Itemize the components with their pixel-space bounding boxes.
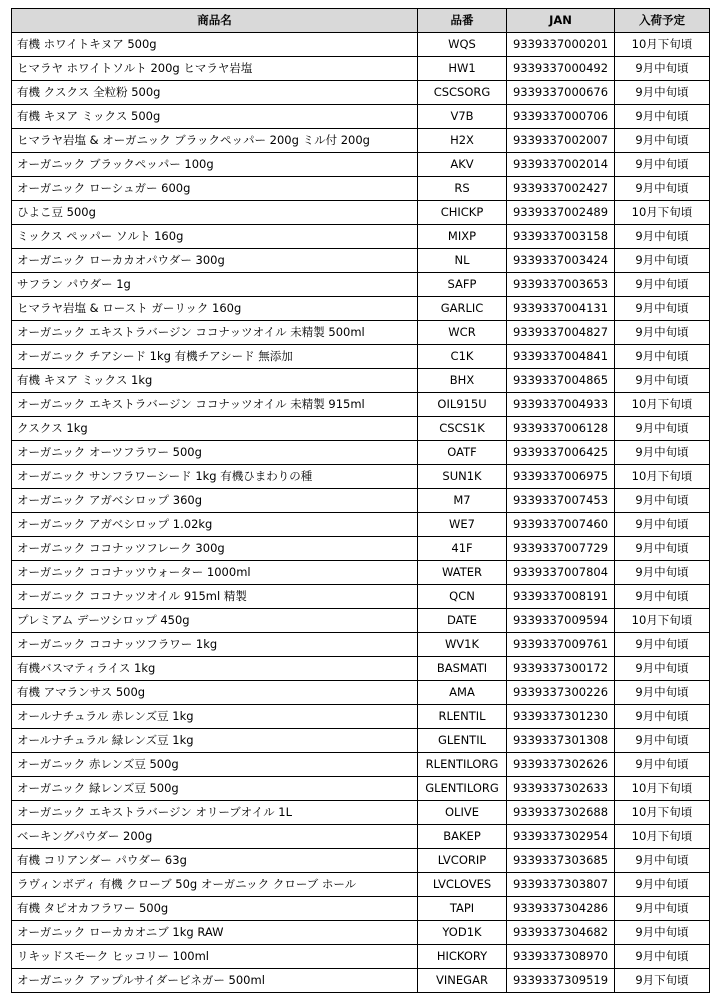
product-arrival-sheet: [11, 8, 709, 993]
product-code-cell: BAKEP: [418, 825, 507, 849]
jan-code-cell: 9339337003424: [507, 249, 615, 273]
jan-code-cell: 9339337000492: [507, 57, 615, 81]
product-code-cell: SAFP: [418, 273, 507, 297]
product-name-cell: オーガニック 赤レンズ豆 500g: [12, 753, 418, 777]
jan-code-cell: 9339337308970: [507, 945, 615, 969]
jan-code-cell: 9339337009761: [507, 633, 615, 657]
arrival-date-cell: 9月中旬頃: [615, 273, 710, 297]
column-header-name: 商品名: [12, 9, 418, 33]
product-name-cell: リキッドスモーク ヒッコリー 100ml: [12, 945, 418, 969]
product-code-cell: 41F: [418, 537, 507, 561]
product-name-cell: 有機 アマランサス 500g: [12, 681, 418, 705]
table-row: [12, 345, 710, 369]
product-code-cell: NL: [418, 249, 507, 273]
jan-code-cell: 9339337002489: [507, 201, 615, 225]
jan-code-cell: 9339337008191: [507, 585, 615, 609]
product-code-cell: WCR: [418, 321, 507, 345]
product-code-cell: WE7: [418, 513, 507, 537]
table-row: [12, 393, 710, 417]
arrival-date-cell: 9月中旬頃: [615, 657, 710, 681]
jan-code-cell: 9339337007804: [507, 561, 615, 585]
jan-code-cell: 9339337309519: [507, 969, 615, 993]
product-code-cell: WV1K: [418, 633, 507, 657]
jan-code-cell: 9339337301308: [507, 729, 615, 753]
jan-code-cell: 9339337000676: [507, 81, 615, 105]
jan-code-cell: 9339337006975: [507, 465, 615, 489]
arrival-date-cell: 9月中旬頃: [615, 873, 710, 897]
table-row: [12, 489, 710, 513]
table-row: [12, 225, 710, 249]
product-code-cell: RLENTILORG: [418, 753, 507, 777]
arrival-date-cell: 9月中旬頃: [615, 705, 710, 729]
product-name-cell: 有機 タピオカフラワー 500g: [12, 897, 418, 921]
table-row: [12, 369, 710, 393]
table-row: [12, 921, 710, 945]
arrival-date-cell: 9月中旬頃: [615, 105, 710, 129]
arrival-date-cell: 10月下旬頃: [615, 825, 710, 849]
jan-code-cell: 9339337303807: [507, 873, 615, 897]
table-row: [12, 417, 710, 441]
product-code-cell: CSCSORG: [418, 81, 507, 105]
arrival-date-cell: 9月中旬頃: [615, 153, 710, 177]
product-name-cell: オーガニック ローカカオパウダー 300g: [12, 249, 418, 273]
jan-code-cell: 9339337304682: [507, 921, 615, 945]
arrival-date-cell: 9月中旬頃: [615, 321, 710, 345]
table-row: [12, 105, 710, 129]
product-name-cell: オーガニック 緑レンズ豆 500g: [12, 777, 418, 801]
product-name-cell: オーガニック エキストラバージン ココナッツオイル 未精製 500ml: [12, 321, 418, 345]
table-row: [12, 633, 710, 657]
table-row: [12, 561, 710, 585]
product-name-cell: オーガニック エキストラバージン ココナッツオイル 未精製 915ml: [12, 393, 418, 417]
table-row: [12, 441, 710, 465]
product-name-cell: プレミアム デーツシロップ 450g: [12, 609, 418, 633]
arrival-date-cell: 9月中旬頃: [615, 489, 710, 513]
arrival-date-cell: 10月下旬頃: [615, 801, 710, 825]
arrival-date-cell: 9月中旬頃: [615, 81, 710, 105]
table-row: [12, 873, 710, 897]
table-row: [12, 81, 710, 105]
jan-code-cell: 9339337002007: [507, 129, 615, 153]
arrival-date-cell: 9月中旬頃: [615, 753, 710, 777]
product-code-cell: YOD1K: [418, 921, 507, 945]
jan-code-cell: 9339337007729: [507, 537, 615, 561]
product-code-cell: CHICKP: [418, 201, 507, 225]
arrival-date-cell: 10月下旬頃: [615, 393, 710, 417]
table-row: [12, 753, 710, 777]
product-name-cell: オーガニック ココナッツオイル 915ml 精製: [12, 585, 418, 609]
product-name-cell: ベーキングパウダー 200g: [12, 825, 418, 849]
product-code-cell: DATE: [418, 609, 507, 633]
jan-code-cell: 9339337004865: [507, 369, 615, 393]
product-code-cell: V7B: [418, 105, 507, 129]
jan-code-cell: 9339337301230: [507, 705, 615, 729]
table-row: [12, 321, 710, 345]
product-name-cell: サフラン パウダー 1g: [12, 273, 418, 297]
product-name-cell: オールナチュラル 赤レンズ豆 1kg: [12, 705, 418, 729]
product-code-cell: OATF: [418, 441, 507, 465]
table-row: [12, 201, 710, 225]
jan-code-cell: 9339337300172: [507, 657, 615, 681]
product-name-cell: 有機バスマティライス 1kg: [12, 657, 418, 681]
table-row: [12, 849, 710, 873]
jan-code-cell: 9339337000201: [507, 33, 615, 57]
product-name-cell: ひよこ豆 500g: [12, 201, 418, 225]
arrival-date-cell: 9月中旬頃: [615, 249, 710, 273]
arrival-date-cell: 10月下旬頃: [615, 201, 710, 225]
product-name-cell: オーガニック ココナッツフラワー 1kg: [12, 633, 418, 657]
product-name-cell: オーガニック アガベシロップ 360g: [12, 489, 418, 513]
table-row: [12, 969, 710, 993]
jan-code-cell: 9339337303685: [507, 849, 615, 873]
product-table: [11, 8, 710, 993]
jan-code-cell: 9339337006128: [507, 417, 615, 441]
arrival-date-cell: 9月中旬頃: [615, 129, 710, 153]
product-name-cell: オーガニック ローシュガー 600g: [12, 177, 418, 201]
product-code-cell: HW1: [418, 57, 507, 81]
table-row: [12, 33, 710, 57]
jan-code-cell: 9339337007460: [507, 513, 615, 537]
product-code-cell: RS: [418, 177, 507, 201]
table-row: [12, 129, 710, 153]
arrival-date-cell: 10月下旬頃: [615, 777, 710, 801]
product-name-cell: 有機 クスクス 全粒粉 500g: [12, 81, 418, 105]
table-row: [12, 609, 710, 633]
product-code-cell: AKV: [418, 153, 507, 177]
product-name-cell: ヒマラヤ ホワイトソルト 200g ヒマラヤ岩塩: [12, 57, 418, 81]
jan-code-cell: 9339337304286: [507, 897, 615, 921]
product-code-cell: BASMATI: [418, 657, 507, 681]
product-code-cell: H2X: [418, 129, 507, 153]
column-header-arrival: 入荷予定: [615, 9, 710, 33]
arrival-date-cell: 9月中旬頃: [615, 225, 710, 249]
table-row: [12, 537, 710, 561]
product-name-cell: オーガニック オーツフラワー 500g: [12, 441, 418, 465]
product-name-cell: ミックス ペッパー ソルト 160g: [12, 225, 418, 249]
product-name-cell: オーガニック ココナッツウォーター 1000ml: [12, 561, 418, 585]
table-row: [12, 825, 710, 849]
jan-code-cell: 9339337003158: [507, 225, 615, 249]
jan-code-cell: 9339337004933: [507, 393, 615, 417]
product-code-cell: BHX: [418, 369, 507, 393]
jan-code-cell: 9339337300226: [507, 681, 615, 705]
jan-code-cell: 9339337302633: [507, 777, 615, 801]
jan-code-cell: 9339337302626: [507, 753, 615, 777]
table-row: [12, 177, 710, 201]
table-row: [12, 57, 710, 81]
product-name-cell: オーガニック ローカカオニブ 1kg RAW: [12, 921, 418, 945]
product-code-cell: WATER: [418, 561, 507, 585]
arrival-date-cell: 9月中旬頃: [615, 369, 710, 393]
arrival-date-cell: 9月中旬頃: [615, 537, 710, 561]
product-code-cell: MIXP: [418, 225, 507, 249]
table-row: [12, 249, 710, 273]
table-row: [12, 513, 710, 537]
jan-code-cell: 9339337007453: [507, 489, 615, 513]
table-row: [12, 585, 710, 609]
arrival-date-cell: 9月中旬頃: [615, 441, 710, 465]
product-code-cell: GLENTILORG: [418, 777, 507, 801]
table-row: [12, 153, 710, 177]
product-name-cell: オーガニック アップルサイダービネガー 500ml: [12, 969, 418, 993]
jan-code-cell: 9339337002014: [507, 153, 615, 177]
jan-code-cell: 9339337006425: [507, 441, 615, 465]
arrival-date-cell: 9月中旬頃: [615, 633, 710, 657]
jan-code-cell: 9339337004131: [507, 297, 615, 321]
jan-code-cell: 9339337004841: [507, 345, 615, 369]
arrival-date-cell: 9月下旬頃: [615, 969, 710, 993]
column-header-jan: JAN: [507, 9, 615, 33]
table-row: [12, 705, 710, 729]
table-row: [12, 897, 710, 921]
table-row: [12, 273, 710, 297]
product-name-cell: クスクス 1kg: [12, 417, 418, 441]
arrival-date-cell: 9月中旬頃: [615, 897, 710, 921]
product-code-cell: M7: [418, 489, 507, 513]
jan-code-cell: 9339337009594: [507, 609, 615, 633]
product-name-cell: オーガニック ブラックペッパー 100g: [12, 153, 418, 177]
arrival-date-cell: 9月中旬頃: [615, 585, 710, 609]
arrival-date-cell: 9月中旬頃: [615, 681, 710, 705]
jan-code-cell: 9339337003653: [507, 273, 615, 297]
product-name-cell: ラヴィンボディ 有機 クローブ 50g オーガニック クローブ ホール: [12, 873, 418, 897]
arrival-date-cell: 9月中旬頃: [615, 177, 710, 201]
product-code-cell: CSCS1K: [418, 417, 507, 441]
product-name-cell: 有機 キヌア ミックス 500g: [12, 105, 418, 129]
product-name-cell: オーガニック アガベシロップ 1.02kg: [12, 513, 418, 537]
table-row: [12, 945, 710, 969]
table-row: [12, 681, 710, 705]
product-name-cell: オールナチュラル 緑レンズ豆 1kg: [12, 729, 418, 753]
product-code-cell: HICKORY: [418, 945, 507, 969]
jan-code-cell: 9339337302688: [507, 801, 615, 825]
arrival-date-cell: 9月中旬頃: [615, 345, 710, 369]
product-code-cell: SUN1K: [418, 465, 507, 489]
table-row: [12, 729, 710, 753]
product-name-cell: オーガニック ココナッツフレーク 300g: [12, 537, 418, 561]
product-name-cell: 有機 ホワイトキヌア 500g: [12, 33, 418, 57]
product-name-cell: オーガニック エキストラバージン オリーブオイル 1L: [12, 801, 418, 825]
table-header-row: [12, 9, 710, 33]
product-code-cell: C1K: [418, 345, 507, 369]
product-code-cell: GARLIC: [418, 297, 507, 321]
product-code-cell: OLIVE: [418, 801, 507, 825]
arrival-date-cell: 9月中旬頃: [615, 297, 710, 321]
jan-code-cell: 9339337004827: [507, 321, 615, 345]
product-name-cell: ヒマラヤ岩塩 & オーガニック ブラックペッパー 200g ミル付 200g: [12, 129, 418, 153]
arrival-date-cell: 9月中旬頃: [615, 561, 710, 585]
arrival-date-cell: 9月中旬頃: [615, 729, 710, 753]
table-row: [12, 801, 710, 825]
jan-code-cell: 9339337302954: [507, 825, 615, 849]
jan-code-cell: 9339337002427: [507, 177, 615, 201]
arrival-date-cell: 10月下旬頃: [615, 609, 710, 633]
arrival-date-cell: 9月中旬頃: [615, 921, 710, 945]
jan-code-cell: 9339337000706: [507, 105, 615, 129]
table-row: [12, 657, 710, 681]
arrival-date-cell: 10月下旬頃: [615, 465, 710, 489]
product-code-cell: TAPI: [418, 897, 507, 921]
product-code-cell: VINEGAR: [418, 969, 507, 993]
product-name-cell: オーガニック チアシード 1kg 有機チアシード 無添加: [12, 345, 418, 369]
arrival-date-cell: 9月中旬頃: [615, 945, 710, 969]
arrival-date-cell: 9月中旬頃: [615, 849, 710, 873]
column-header-code: 品番: [418, 9, 507, 33]
table-row: [12, 297, 710, 321]
product-code-cell: OIL915U: [418, 393, 507, 417]
product-code-cell: WQS: [418, 33, 507, 57]
arrival-date-cell: 10月下旬頃: [615, 33, 710, 57]
table-row: [12, 465, 710, 489]
arrival-date-cell: 9月中旬頃: [615, 417, 710, 441]
arrival-date-cell: 9月中旬頃: [615, 513, 710, 537]
product-name-cell: ヒマラヤ岩塩 & ロースト ガーリック 160g: [12, 297, 418, 321]
product-code-cell: AMA: [418, 681, 507, 705]
product-code-cell: RLENTIL: [418, 705, 507, 729]
product-name-cell: 有機 コリアンダー パウダー 63g: [12, 849, 418, 873]
product-name-cell: 有機 キヌア ミックス 1kg: [12, 369, 418, 393]
product-code-cell: LVCORIP: [418, 849, 507, 873]
product-code-cell: QCN: [418, 585, 507, 609]
arrival-date-cell: 9月中旬頃: [615, 57, 710, 81]
product-code-cell: GLENTIL: [418, 729, 507, 753]
table-body: [12, 33, 710, 993]
table-row: [12, 777, 710, 801]
product-code-cell: LVCLOVES: [418, 873, 507, 897]
product-name-cell: オーガニック サンフラワーシード 1kg 有機ひまわりの種: [12, 465, 418, 489]
